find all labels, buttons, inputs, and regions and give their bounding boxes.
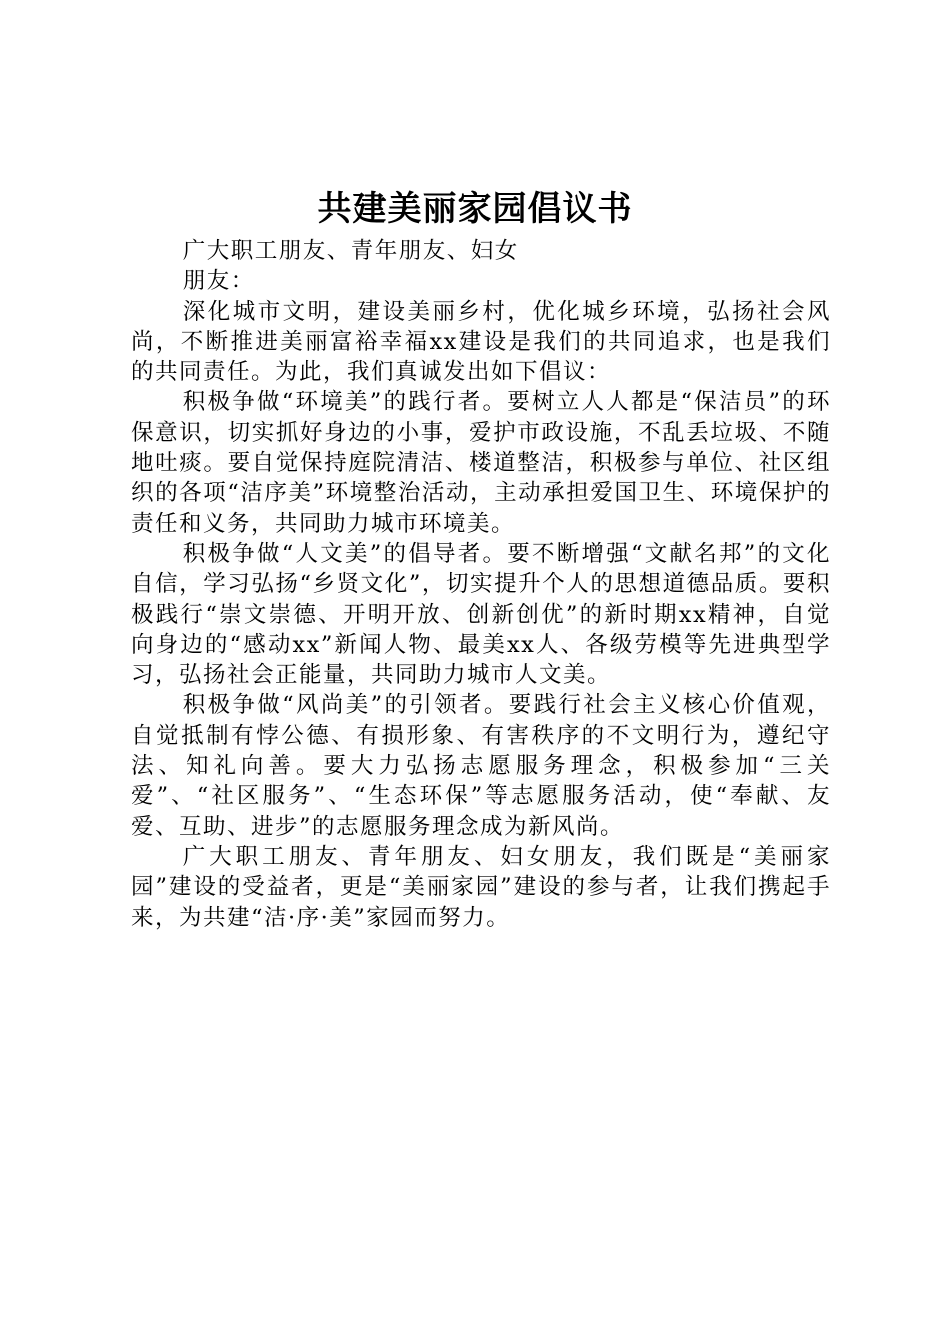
paragraph-intro: 深化城市文明，建设美丽乡村，优化城乡环境，弘扬社会风尚，不断推进美丽富裕幸福xx建设是我们的共同追求，也是我们的共同责任。为此，我们真诚发出如下倡议：	[131, 298, 831, 386]
paragraph-culture: 积极争做“人文美”的倡导者。要不断增强“文献名邦”的文化自信，学习弘扬“乡贤文化”，切实提升个人的思想道德品质。要积极践行“崇文崇德、开明开放、创新创优”的新时期xx精神，自觉向身边的“感动xx”新闻人物、最美xx人、各级劳模等先进典型学习，弘扬社会正能量，共同助力城市人文美。	[131, 540, 831, 689]
paragraph-environment: 积极争做“环境美”的践行者。要树立人人都是“保洁员”的环保意识，切实抓好身边的小事，爱护市政设施，不乱丢垃圾、不随地吐痰。要自觉保持庭院清洁、楼道整洁，积极参与单位、社区组织的各项“洁序美”环境整治活动，主动承担爱国卫生、环境保护的责任和义务，共同助力城市环境美。	[131, 389, 831, 537]
document-title: 共建美丽家园倡议书	[317, 189, 633, 229]
salutation-line-1: 广大职工朋友、青年朋友、妇女	[182, 238, 519, 264]
paragraph-closing: 广大职工朋友、青年朋友、妇女朋友，我们既是“美丽家园”建设的受益者，更是“美丽家园”建设的参与者，让我们携起手来，为共建“洁·序·美”家园而努力。	[131, 843, 831, 931]
document-body	[131, 236, 831, 933]
salutation-line-2: 朋友：	[182, 268, 255, 295]
paragraph-custom: 积极争做“风尚美”的引领者。要践行社会主义核心价值观，自觉抵制有悖公德、有损形象、有害秩序的不文明行为，遵纪守法、知礼向善。要大力弘扬志愿服务理念，积极参加“三关爱”、“社区服务”、“生态环保”等志愿服务活动，使“奉献、友爱、互助、进步”的志愿服务理念成为新风尚。	[131, 692, 831, 840]
